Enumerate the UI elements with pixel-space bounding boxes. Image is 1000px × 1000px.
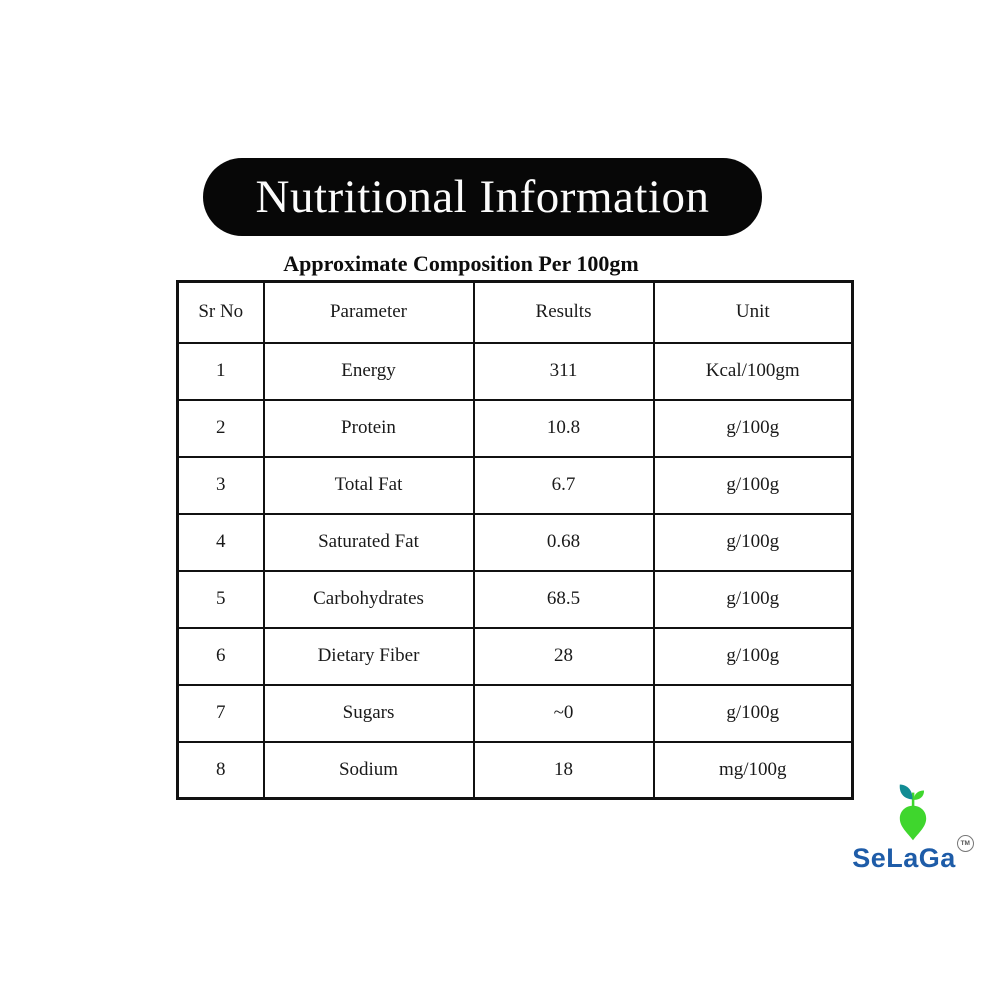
table-row xyxy=(178,628,853,685)
table-row xyxy=(178,400,853,457)
sr-no-cell: 7 xyxy=(178,685,264,742)
nutrition-table-header-row xyxy=(178,282,853,343)
parameter-cell: Saturated Fat xyxy=(264,514,474,571)
parameter-cell: Sodium xyxy=(264,742,474,799)
sr-no-cell: 4 xyxy=(178,514,264,571)
unit-cell: g/100g xyxy=(654,628,853,685)
column-header: Results xyxy=(474,282,654,343)
subtitle: Approximate Composition Per 100gm xyxy=(283,251,639,276)
table-row xyxy=(178,343,853,400)
parameter-cell: Protein xyxy=(264,400,474,457)
results-cell: 68.5 xyxy=(474,571,654,628)
results-cell: ~0 xyxy=(474,685,654,742)
results-cell: 311 xyxy=(474,343,654,400)
column-header: Unit xyxy=(654,282,853,343)
unit-cell: Kcal/100gm xyxy=(654,343,853,400)
results-cell: 0.68 xyxy=(474,514,654,571)
title-pill xyxy=(203,158,762,236)
nutrition-table-body xyxy=(178,343,853,799)
plant-sprout-icon xyxy=(896,784,930,842)
brand-wordmark: SeLaGa xyxy=(852,843,956,873)
parameter-cell: Carbohydrates xyxy=(264,571,474,628)
sr-no-cell: 3 xyxy=(178,457,264,514)
unit-cell: mg/100g xyxy=(654,742,853,799)
brand-logo xyxy=(848,784,978,874)
results-cell: 10.8 xyxy=(474,400,654,457)
nutrition-table xyxy=(176,280,854,800)
brand-wordmark-row xyxy=(852,840,974,874)
unit-cell: g/100g xyxy=(654,514,853,571)
trademark-icon: TM xyxy=(957,835,974,852)
sr-no-cell: 8 xyxy=(178,742,264,799)
sr-no-cell: 6 xyxy=(178,628,264,685)
parameter-cell: Dietary Fiber xyxy=(264,628,474,685)
column-header: Sr No xyxy=(178,282,264,343)
unit-cell: g/100g xyxy=(654,571,853,628)
table-row xyxy=(178,685,853,742)
unit-cell: g/100g xyxy=(654,685,853,742)
table-row xyxy=(178,742,853,799)
table-row xyxy=(178,457,853,514)
table-row xyxy=(178,571,853,628)
page-title: Nutritional Information xyxy=(255,171,710,223)
results-cell: 6.7 xyxy=(474,457,654,514)
unit-cell: g/100g xyxy=(654,457,853,514)
parameter-cell: Sugars xyxy=(264,685,474,742)
table-row xyxy=(178,514,853,571)
sr-no-cell: 5 xyxy=(178,571,264,628)
column-header: Parameter xyxy=(264,282,474,343)
results-cell: 28 xyxy=(474,628,654,685)
results-cell: 18 xyxy=(474,742,654,799)
unit-cell: g/100g xyxy=(654,400,853,457)
sr-no-cell: 1 xyxy=(178,343,264,400)
sr-no-cell: 2 xyxy=(178,400,264,457)
parameter-cell: Total Fat xyxy=(264,457,474,514)
parameter-cell: Energy xyxy=(264,343,474,400)
